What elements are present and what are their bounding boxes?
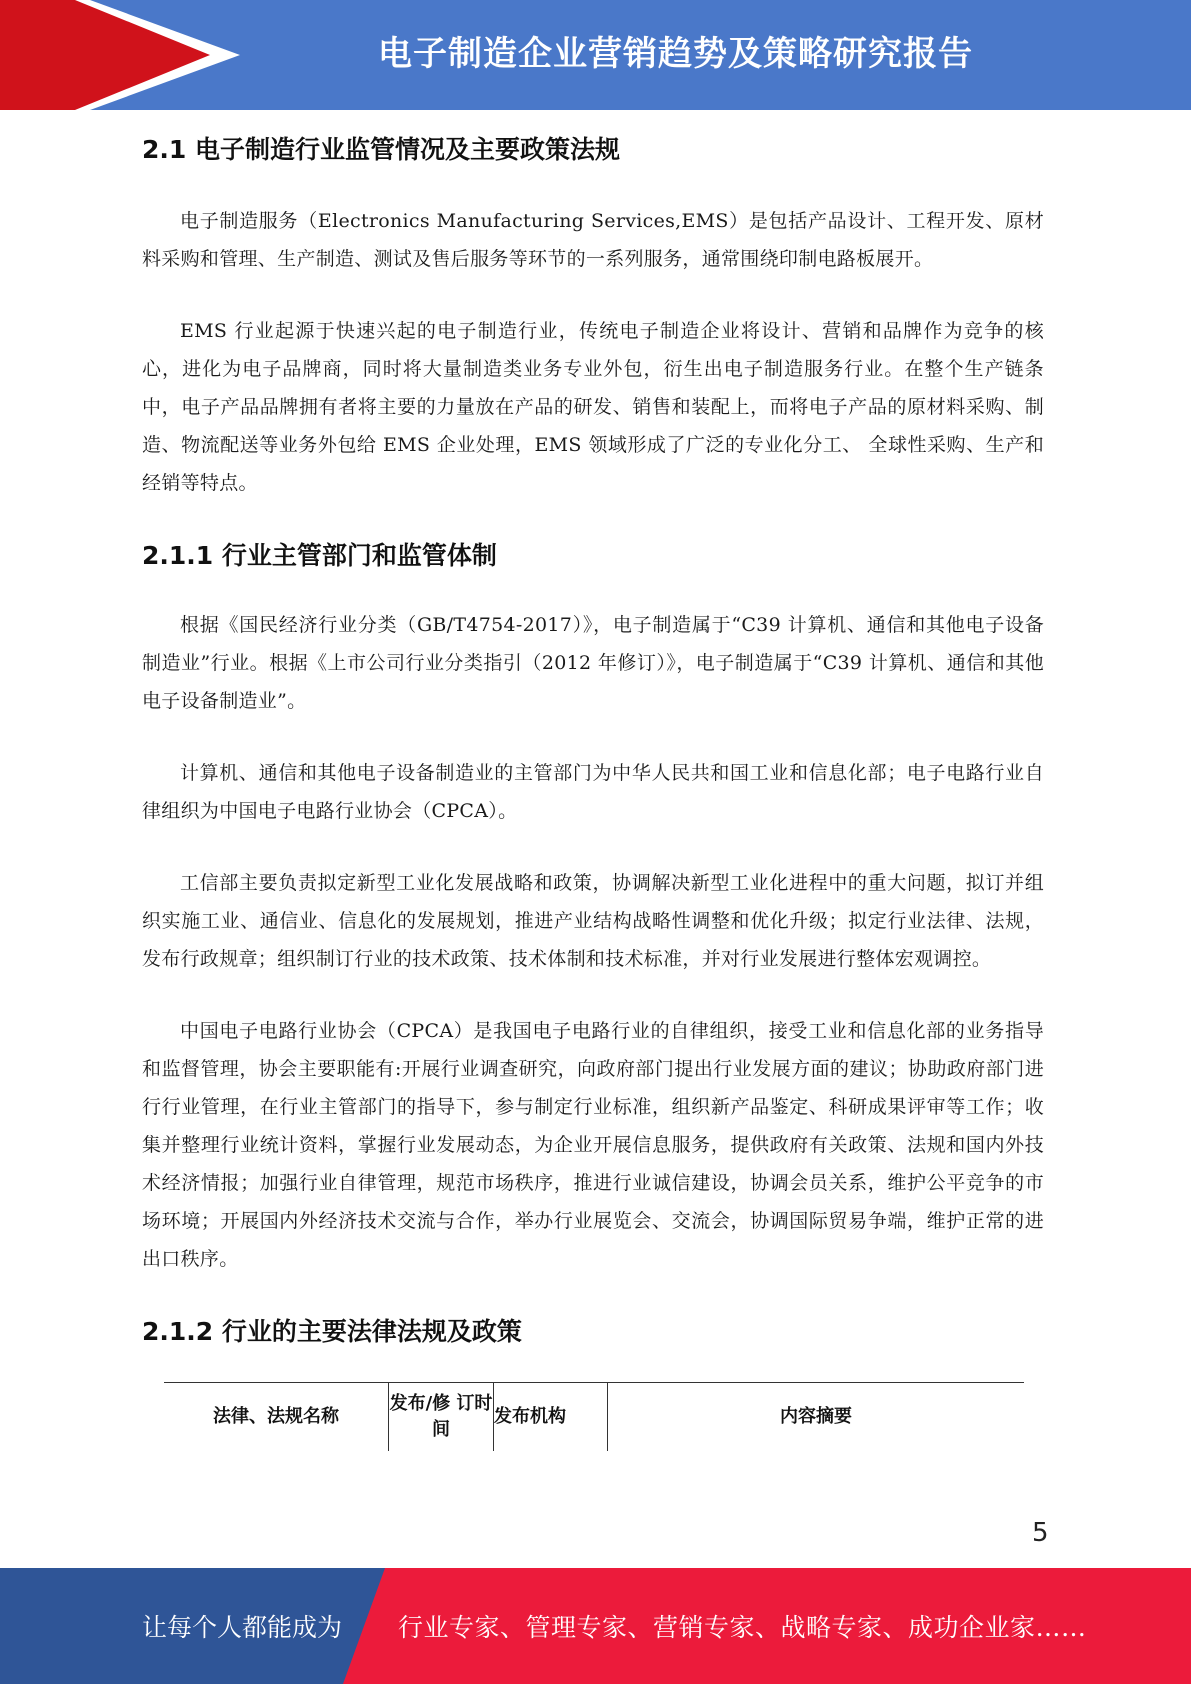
document-body xyxy=(142,130,1044,1451)
paragraph: 中国电子电路行业协会（CPCA）是我国电子电路行业的自律组织，接受工业和信息化部的业务指导和监督管理，协会主要职能有:开展行业调查研究，向政府部门提出行业发展方面的建议；协助政府部门进行行业管理，在行业主管部门的指导下，参与制定行业标准，组织新产品鉴定、科研成果评审等工作；收集并整理行业统计资料，掌握行业发展动态，为企业开展信息服务，提供政府有关政策、法规和国内外技术经济情报；加强行业自律管理，规范市场秩序，推进行业诚信建设，协调会员关系，维护公平竞争的市场环境；开展国内外经济技术交流与合作，举办行业展览会、交流会，协调国际贸易争端，维护正常的进出口秩序。 xyxy=(142,1020,1044,1270)
footer-slogan-right: 行业专家、管理专家、营销专家、战略专家、成功企业家…… xyxy=(398,1613,1087,1642)
paragraph: 工信部主要负责拟定新型工业化发展战略和政策，协调解决新型工业化进程中的重大问题，拟订并组织实施工业、通信业、信息化的发展规划，推进产业结构战略性调整和优化升级；拟定行业法律、法规，发布行政规章；组织制订行业的技术政策、技术体制和技术标准，并对行业发展进行整体宏观调控。 xyxy=(142,872,1044,970)
table-header-cell: 发布/修 订时间 xyxy=(389,1383,494,1452)
table-header-cell: 法律、法规名称 xyxy=(213,1406,339,1427)
table-header-row xyxy=(164,1383,1024,1452)
paragraph: 根据《国民经济行业分类（GB/T4754-2017）》，电子制造属于“C39 计算机、通信和其他电子设备制造业”行业。根据《上市公司行业分类指引（2012 年修订）》，电子制造属于“C39 计算机、通信和其他电子设备制造业”。 xyxy=(142,614,1044,712)
laws-table xyxy=(164,1382,1024,1451)
table-header-cell: 发布机构 xyxy=(494,1383,608,1452)
section-heading-2-1: 2.1 电子制造行业监管情况及主要政策法规 xyxy=(142,135,620,164)
paragraph: 计算机、通信和其他电子设备制造业的主管部门为中华人民共和国工业和信息化部；电子电路行业自律组织为中国电子电路行业协会（CPCA）。 xyxy=(142,762,1044,822)
paragraph: 电子制造服务（Electronics Manufacturing Services,EMS）是包括产品设计、工程开发、原材料采购和管理、生产制造、测试及售后服务等环节的一系列服务，通常围绕印制电路板展开。 xyxy=(142,210,1044,270)
section-heading-2-1-2: 2.1.2 行业的主要法律法规及政策 xyxy=(142,1317,522,1346)
footer-slogan-left: 让每个人都能成为 xyxy=(142,1613,343,1642)
section-heading-2-1-1: 2.1.1 行业主管部门和监管体制 xyxy=(142,541,497,570)
header-red-chevron xyxy=(0,0,75,110)
table-header-cell: 内容摘要 xyxy=(608,1383,1025,1452)
page-number: 5 xyxy=(1032,1518,1049,1548)
page-footer xyxy=(0,1568,1191,1684)
header-red-chevron-tip xyxy=(75,0,210,110)
paragraph: EMS 行业起源于快速兴起的电子制造行业，传统电子制造企业将设计、营销和品牌作为竞争的核心，进化为电子品牌商，同时将大量制造类业务专业外包，衍生出电子制造服务行业。在整个生产链条中，电子产品品牌拥有者将主要的力量放在产品的研发、销售和装配上，而将电子产品的原材料采购、制造、物流配送等业务外包给 EMS 企业处理，EMS 领域形成了广泛的专业化分工、 全球性采购、生产和经销等特点。 xyxy=(142,320,1044,494)
report-title: 电子制造企业营销趋势及策略研究报告 xyxy=(378,34,973,74)
page-header xyxy=(0,0,1191,110)
